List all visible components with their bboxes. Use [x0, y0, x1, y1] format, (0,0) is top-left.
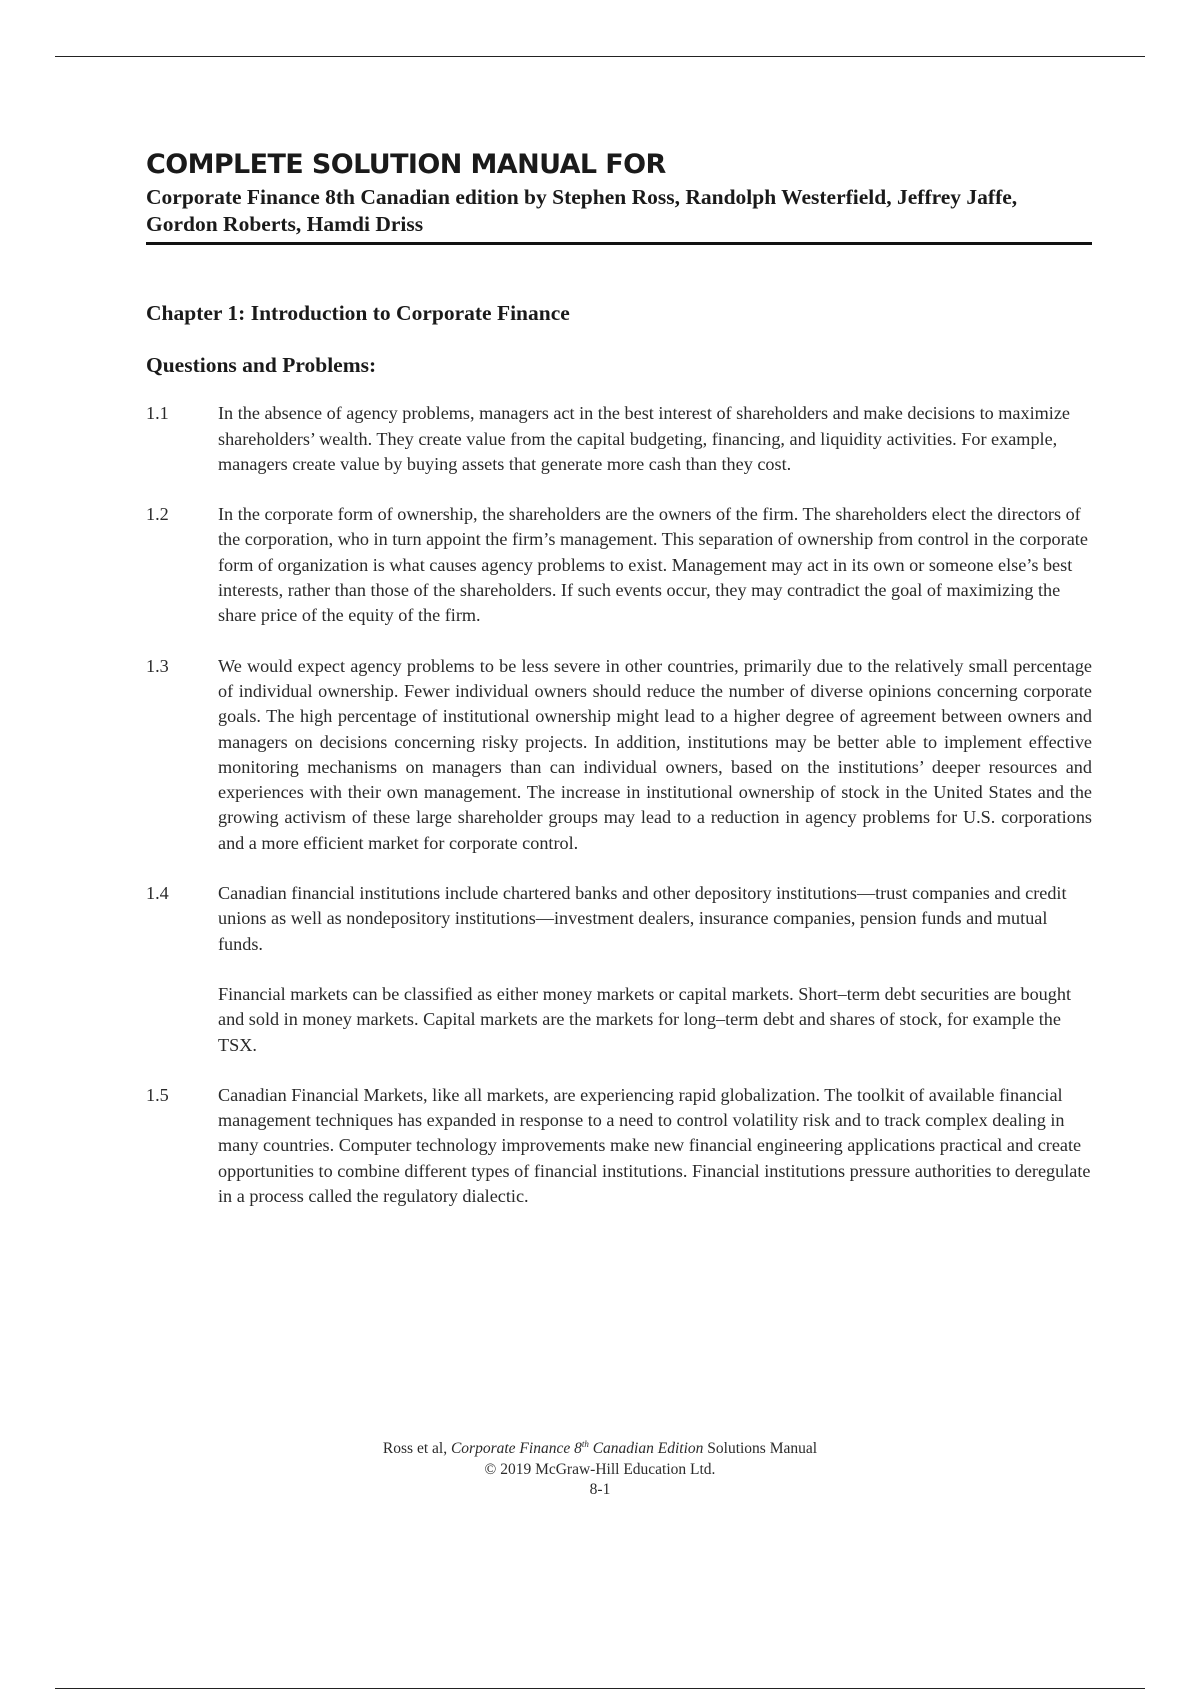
answer-paragraph: In the corporate form of ownership, the shareholders are the owners of the firm. The shareholders elect the directors of the corporation, who in turn appoint the firm’s management. This separation of ownership from control in the corporate form of organization is what causes agency problems to exist. Management may act in its own or someone else’s best interests, rather than those of the shareholders. If such events occur, they may contradict the goal of maximizing the share price of the equity of the firm.: [218, 504, 1088, 626]
question-item: [146, 654, 1092, 856]
question-item: [146, 1083, 1092, 1209]
answer-paragraph: We would expect agency problems to be less severe in other countries, primarily due to the relatively small percentage of individual ownership. Fewer individual owners should reduce the number of diverse opinions concerning corporate goals. The high percentage of institutional ownership might lead to a higher degree of agreement between owners and managers on decisions concerning risky projects. In addition, institutions may be better able to implement effective monitoring mechanisms on managers than can individual owners, based on the institutions’ deeper resources and experiences with their own management. The increase in institutional ownership of stock in the United States and the growing activism of these large shareholder groups may lead to a reduction in agency problems for U.S. corporations and a more efficient market for corporate control.: [218, 655, 1092, 853]
question-item: [146, 401, 1092, 477]
page-content: [146, 150, 1092, 1234]
manual-title: COMPLETE SOLUTION MANUAL FOR: [146, 149, 666, 180]
answer-body: [218, 654, 1092, 856]
section-title: Questions and Problems:: [146, 353, 377, 378]
answer-paragraph: Canadian Financial Markets, like all markets, are experiencing rapid globalization. The toolkit of available financial management techniques has expanded in response to a need to control volatility risk and to track complex dealing in many countries. Computer technology improvements make new financial engineering applications practical and create opportunities to combine different types of financial institutions. Financial institutions pressure authorities to deregulate in a process called the regulatory dialectic.: [218, 1084, 1091, 1206]
page-footer: [0, 1434, 1200, 1501]
question-number: 1.2: [146, 504, 169, 525]
footer-citation: [0, 1434, 1200, 1460]
answer-paragraph: Financial markets can be classified as either money markets or capital markets. Short–term debt securities are bought and sold in money markets. Capital markets are the markets for long–term debt and shares of stock, for example the TSX.: [218, 983, 1072, 1055]
top-rule: [55, 56, 1145, 57]
book-subtitle: Corporate Finance 8th Canadian edition by Stephen Ross, Randolph Westerfield, Jeffrey Jaffe, Gordon Roberts, Hamdi Driss: [146, 184, 1092, 246]
answer-body: [218, 1083, 1092, 1209]
question-list: [146, 401, 1092, 1209]
footer-book-title: Corporate Finance 8th Canadian Edition: [450, 1439, 704, 1458]
answer-paragraph: Canadian financial institutions include chartered banks and other depository institutions—trust companies and credit unions as well as nondepository institutions—investment dealers, insurance companies, pension funds and mutual funds.: [218, 883, 1067, 954]
answer-body: [218, 881, 1092, 1058]
footer-edition-sup: th: [581, 1439, 589, 1449]
answer-body: [218, 502, 1092, 628]
footer-authors: Ross et al,: [382, 1440, 448, 1458]
question-number: 1.4: [146, 883, 169, 904]
footer-edition: Canadian Edition: [592, 1440, 704, 1458]
page-number: 8-1: [589, 1481, 611, 1499]
footer-copyright: © 2019 McGraw-Hill Education Ltd.: [484, 1460, 716, 1478]
question-item: [146, 881, 1092, 1058]
answer-paragraph: In the absence of agency problems, managers act in the best interest of shareholders and make decisions to maximize shareholders’ wealth. They create value from the capital budgeting, financing, and liquidity activities. For example, managers create value by buying assets that generate more cash than they cost.: [218, 403, 1070, 474]
question-number: 1.3: [146, 655, 169, 676]
footer-suffix: Solutions Manual: [707, 1440, 818, 1458]
answer-body: [218, 401, 1092, 477]
chapter-title: Chapter 1: Introduction to Corporate Finance: [146, 301, 570, 326]
bottom-rule: [55, 1688, 1145, 1689]
question-number: 1.1: [146, 403, 169, 424]
question-number: 1.5: [146, 1084, 169, 1105]
question-item: [146, 502, 1092, 628]
